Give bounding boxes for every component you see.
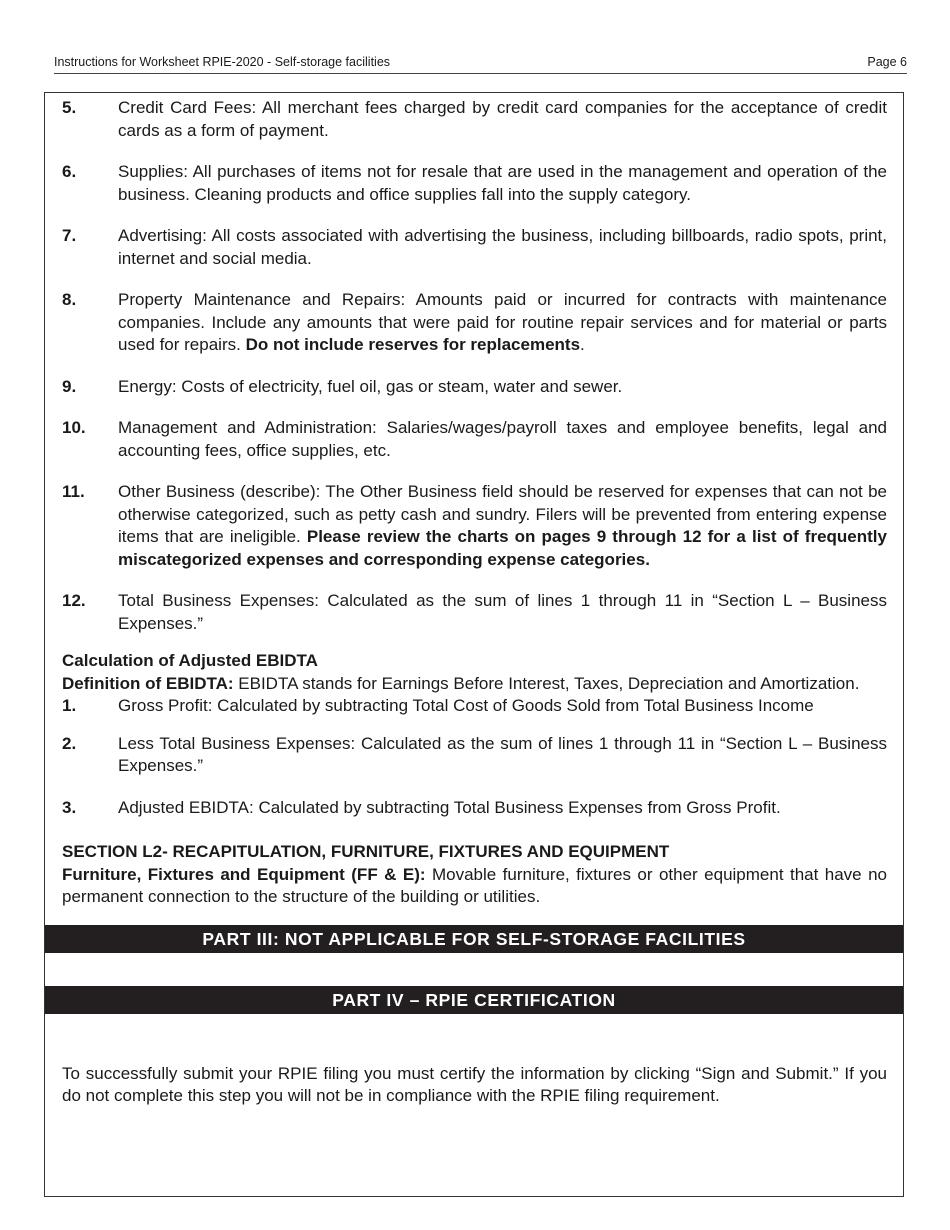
list-item	[62, 289, 887, 357]
list-item	[62, 797, 887, 820]
list-item	[62, 417, 887, 462]
item-text: Less Total Business Expenses: Calculated as the sum of lines 1 through 11 in “Section L – Business Expenses.”	[118, 733, 887, 775]
item-number: 1.	[62, 696, 77, 715]
item-number: 2.	[62, 733, 77, 753]
item-text-emphasis: Do not include reserves for replacements	[245, 335, 581, 354]
section-l2-heading: SECTION L2- RECAPITULATION, FURNITURE, FIXTURES AND EQUIPMENT	[62, 842, 670, 861]
item-text: Gross Profit: Calculated by subtracting Total Cost of Goods Sold from Total Business Income	[118, 696, 814, 715]
part-iv-banner: PART IV – RPIE CERTIFICATION	[45, 986, 903, 1014]
list-item	[62, 695, 887, 718]
item-text	[118, 481, 887, 571]
page-number: Page 6	[867, 55, 907, 69]
ebidta-definition	[62, 673, 887, 696]
item-number: 11.	[62, 482, 85, 501]
ebidta-definition-text: EBIDTA stands for Earnings Before Interest, Taxes, Depreciation and Amortization.	[238, 673, 860, 693]
ebidta-definition-label: Definition of EBIDTA:	[62, 673, 234, 693]
item-text-main: Other Business (describe): The Other Business field should be reserved for expenses that can not be otherwise categorized, such as petty cash and sundry. Filers will be prevented from entering expense items that are ineligible.	[118, 482, 887, 546]
document-title: Instructions for Worksheet RPIE-2020 - Self-storage facilities	[54, 55, 391, 69]
item-text-emphasis: Please review the charts on pages 9 through 12 for a list of frequently miscategorized expenses and corresponding expense categories.	[118, 527, 887, 569]
item-text: Advertising: All costs associated with advertising the business, including billboards, radio spots, print, internet and social media.	[118, 226, 887, 268]
item-number: 10.	[62, 418, 86, 437]
item-number: 12.	[62, 591, 86, 610]
item-text: Supplies: All purchases of items not for resale that are used in the management and operation of the business. Cleaning products and office supplies fall into the supply category.	[118, 162, 887, 204]
item-text-tail: .	[580, 335, 585, 354]
item-number: 6.	[62, 162, 77, 181]
page-header	[54, 53, 907, 74]
item-text: Total Business Expenses: Calculated as the sum of lines 1 through 11 in “Section L – Business Expenses.”	[118, 591, 887, 633]
item-text: Adjusted EBIDTA: Calculated by subtracting Total Business Expenses from Gross Profit.	[118, 797, 781, 817]
list-item	[62, 225, 887, 270]
content-box	[44, 92, 904, 1197]
section-l2-description: Movable furniture, fixtures or other equipment that have no permanent connection to the structure of the building or utilities.	[62, 864, 887, 906]
item-number: 9.	[62, 376, 77, 396]
list-item	[62, 481, 887, 571]
list-item	[62, 97, 887, 142]
item-text: Credit Card Fees: All merchant fees charged by credit card companies for the acceptance of credit cards as a form of payment.	[118, 98, 887, 140]
section-l2-label: Furniture, Fixtures and Equipment (FF & E):	[62, 864, 426, 884]
item-number: 7.	[62, 226, 77, 245]
item-text-main: Property Maintenance and Repairs: Amounts paid or incurred for contracts with maintenance companies. Include any amounts that were paid for routine repair services and for material or parts used for repairs.	[118, 290, 887, 354]
part-iii-banner: PART III: NOT APPLICABLE FOR SELF-STORAGE FACILITIES	[45, 925, 903, 953]
item-text: Management and Administration: Salaries/wages/payroll taxes and employee benefits, legal and accounting fees, office supplies, etc.	[118, 418, 887, 460]
item-number: 3.	[62, 797, 77, 817]
list-item	[62, 733, 887, 778]
certification-text: To successfully submit your RPIE filing you must certify the information by clicking “Sign and Submit.” If you do not complete this step you will not be in compliance with the RPIE filing requirement.	[62, 1063, 887, 1105]
list-item	[62, 161, 887, 206]
item-text: Energy: Costs of electricity, fuel oil, gas or steam, water and sewer.	[118, 376, 623, 396]
list-item	[62, 376, 887, 399]
item-text	[118, 289, 887, 357]
ebidta-heading: Calculation of Adjusted EBIDTA	[62, 651, 318, 670]
item-number: 5.	[62, 98, 77, 117]
section-l2-text	[62, 864, 887, 909]
item-number: 8.	[62, 290, 77, 309]
list-item	[62, 590, 887, 635]
